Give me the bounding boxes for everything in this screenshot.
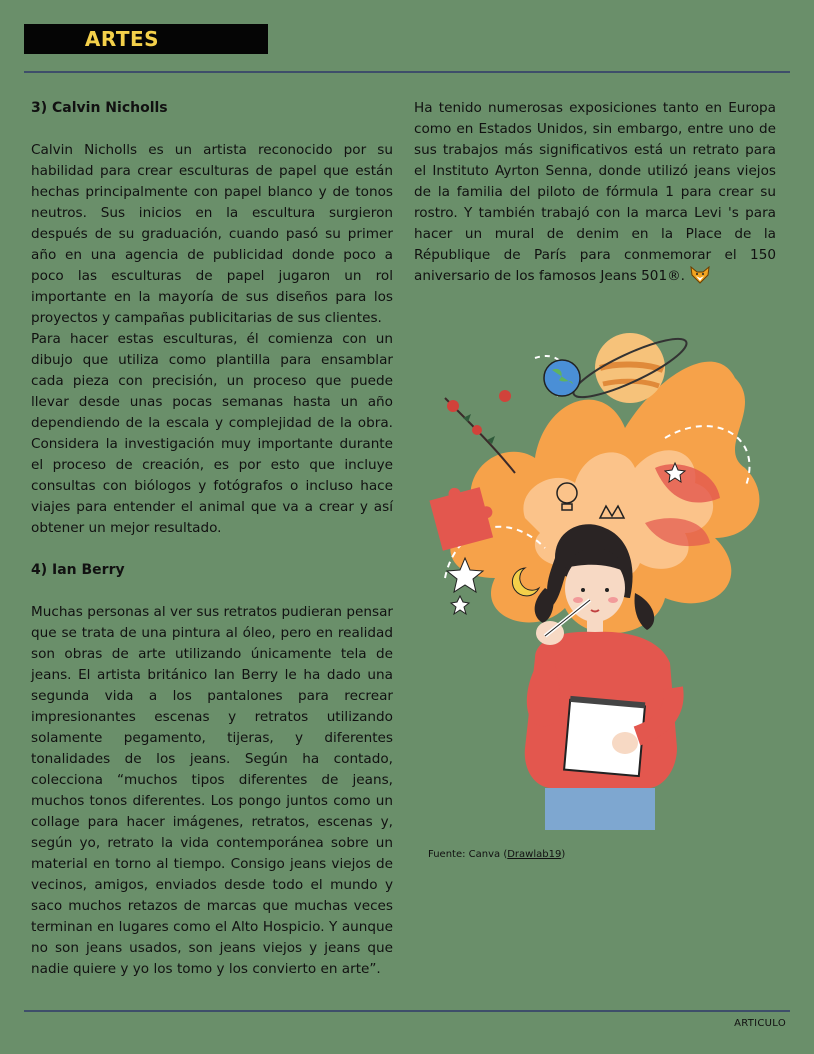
paragraph-ian-1: Muchas personas al ver sus retratos pudieran pensar que se trata de una pintura al óleo, pero en realidad son obras de arte utilizando únicamente tela de jeans. El artista británico Ian Berry le ha dado una segunda vida a los pantalones para recrear impresionantes escenas y retratos utilizando solamente pegamento, tijeras, y diferentes tonalidades de los jeans. Según ha contado, colecciona “muchos tipos diferentes de jeans, muchos tonos diferentes. Los pongo juntos como un collage para hacer imágenes, retratos, escenas y, según yo, retrato la vida contemporánea sobre un material en torno al tiempo. Consigo jeans viejos de vecinos, amigos, enviados desde todo el mundo y saco muchos retazos de marcas que muchas veces terminan en lugares como el Alto Hospicio. Y aunque no son jeans usados, son jeans viejos y jeans que nadie quiere y yo los tomo y los convierto en arte”. xyxy=(31,604,393,977)
heading-ian-berry: 4) Ian Berry xyxy=(31,562,125,578)
caption-suffix: ) xyxy=(561,849,566,860)
bottom-divider xyxy=(24,1010,790,1012)
paragraph-ian-2 xyxy=(414,98,776,287)
top-divider xyxy=(24,71,790,73)
paragraph-calvin-2: Para hacer estas esculturas, él comienza con un dibujo que utiliza como plantilla para ensamblar cada pieza con precisión, un proceso que puede llevar desde unas pocas semanas hasta un año dependiendo de la escala y complejidad de la obra. Considera la investigación muy importante durante el proceso de creación, es por esto que incluye consultas con biólogos y fotógrafos o incluso hace viajes para entender el animal que va a crear y así obtener un mejor resultado. xyxy=(31,331,393,536)
section-label: ARTES xyxy=(84,27,160,51)
heading-calvin-nicholls: 3) Calvin Nicholls xyxy=(31,100,168,116)
left-column xyxy=(31,98,393,980)
caption-prefix: Fuente: Canva ( xyxy=(428,849,508,860)
fox-icon xyxy=(689,266,711,284)
paragraph-ian-2-text: Ha tenido numerosas exposiciones tanto en Europa como en Estados Unidos, sin embargo, entre uno de sus trabajos más significativos está un retrato para el Instituto Ayrton Senna, donde utilizó jeans viejos de la familia del piloto de fórmula 1 para crear su rostro. Y también trabajó con la marca Levi 's para hacer un mural de denim en la Place de la République de París para conmemorar el 150 aniversario de los famosos Jeans 501®. xyxy=(414,100,776,284)
section-tag xyxy=(24,24,268,54)
thinking-girl-illustration xyxy=(415,318,775,830)
paragraph-calvin-1: Calvin Nicholls es un artista reconocido por su habilidad para crear esculturas de papel que están hechas principalmente con papel blanco y de tonos neutros. Sus inicios en la escultura surgieron después de su graduación, cuando pasó su primer año en una agencia de publicidad donde poco a poco las esculturas de papel jugaron un rol importante en la mayoría de sus diseños para los proyectos y campañas publicitarias de sus clientes. xyxy=(31,142,393,326)
right-column xyxy=(414,98,776,287)
image-caption xyxy=(428,849,565,860)
footer-label: ARTICULO xyxy=(734,1018,786,1029)
caption-link[interactable]: Drawlab19 xyxy=(507,849,562,860)
